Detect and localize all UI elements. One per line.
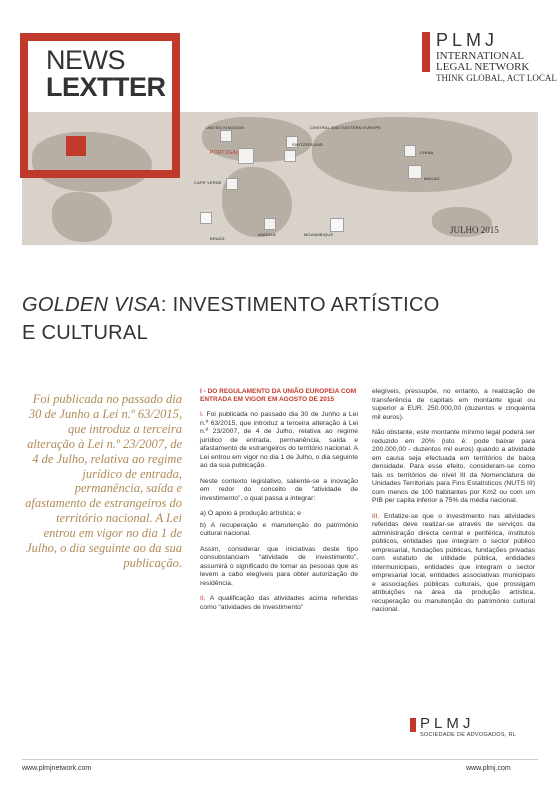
section-number: II. [200,595,206,602]
list-item: b) A recuperação e manutenção do património cultural nacional. [200,521,358,537]
title-line1 [22,291,538,319]
network-link[interactable]: www.plmjnetwork.com [22,765,92,772]
article-column-2 [372,388,535,622]
plmj-brand: PLMJ [436,30,499,50]
newsletter-title [46,47,166,101]
map-marker-uk [220,130,232,142]
map-marker-brazil [200,212,212,224]
map-label-brazil: BRAZIL [210,236,226,241]
network-line2: LEGAL NETWORK [436,61,530,73]
paragraph: Não obstante, este montante mínimo legal poderá ser reduzido em 20% (isto é: pode baixar para 200.000,00 - duzentos mil euros) quando a atividade em causa seja efectuada em territórios de baixa densidade. Para esse efeito, consideram-se como tais os territórios de nível III da Nomenclatura de Unidades Territoriais para Fins Estatísticos (NUTS III) com menos de 100 habitantes por Km2 ou com um PIB per capita inferior a 75% da média nacional. [372,429,535,504]
map-label-uk: UNITED KINGDOM [206,125,244,130]
portugal-highlight [66,136,86,156]
paragraph: Assim, considerar que iniciativas deste tipo consubstanciam “atividade de investimento”, assumirá o significado de tomar as pessoas que as levem a cabo elegíveis para obter autorização de residência. [200,545,358,587]
section-number: III. [372,512,380,520]
list-item: a) O apoio à produção artística; e [200,510,301,517]
plmj-logo-mark [422,32,430,72]
map-label-mozambique: MOZAMBIQUE [304,232,334,237]
map-marker-cape-verde [226,178,238,190]
newsletter-title-line2: LEXTTER [46,72,166,102]
paragraph: Neste contexto legislativo, saliente-se a inovação em redor do conceito de “atividade de investimento”, o qual passa a integrar: [200,477,358,502]
intro-summary: Foi publicada no passado dia 30 de Junho a Lei n.º 63/2015, que introduz a terceira alteração à Lei n.º 23/2007, de 4 de Julho, relativa ao regime jurídico de entrada, permanência, saída e afastamento de estrangeiros do território nacional. A Lei entrou em vigor no dia 1 de Julho, o dia seguinte ao da sua publicação. [25,392,182,570]
article-title [22,291,538,347]
section-number: I. [200,411,204,418]
paragraph [372,513,535,615]
paragraph [200,595,358,612]
map-label-cape-verde: CAPE VERDE [194,180,222,185]
map-landmass [52,192,112,242]
plmj-logo-header [424,30,557,84]
title-line2: E CULTURAL [22,322,148,344]
plmj-logo-footer [420,715,516,738]
activity-list [200,510,358,539]
title-italic: GOLDEN VISA [22,294,161,316]
website-link[interactable]: www.plmj.com [466,765,511,772]
map-marker-china [404,145,416,157]
map-marker-mozambique [330,218,344,232]
map-label-cee: CENTRAL AND EASTERN EUROPE [310,125,382,130]
map-marker-portugal [238,148,254,164]
article-column-1 [200,388,358,619]
section-heading: I - DO REGULAMENTO DA UNIÃO EUROPEIA COM ENTRADA EM VIGOR EM AGOSTO DE 2015 [200,388,357,403]
paragraph [200,411,358,471]
network-line1: INTERNATIONAL [436,50,524,62]
map-label-switzerland: SWITZERLAND [292,142,323,147]
map-marker-switzerland [284,150,296,162]
map-label-macao: MACAO [424,176,440,181]
map-label-portugal: PORTUGAL [210,150,240,156]
footer-divider [22,759,538,760]
paragraph-text: A qualificação das atividades acima referidas como “atividades de investimento” [200,595,358,611]
map-marker-angola [264,218,276,230]
paragraph-text: Foi publicada no passado dia 30 de Junho a Lei n.º 63/2015, que introduz a terceira alteração à Lei n.º 23/2007, de 4 de Julho, relativa ao regime jurídico de entrada, permanência, saída e afastamento de estrangeiros do território nacional. A Lei entrou em vigor no dia 1 de Julho, o dia seguinte ao da sua publicação. [200,411,358,469]
map-label-angola: ANGOLA [258,232,276,237]
plmj-logo-mark [410,718,416,732]
map-marker-macao [408,165,422,179]
paragraph: elegíveis, pressupõe, no entanto, a realização de transferência de capitais em montante igual ou superior a EUR. 250.000,00 (duzentos e cinquenta mil euros). [372,388,535,421]
tagline: THINK GLOBAL, ACT LOCAL [436,73,557,83]
firm-name: SOCIEDADE DE ADVOGADOS, RL [420,732,517,738]
map-label-china: CHINA [420,150,434,155]
paragraph-text: Enfatize-se que o investimento nas atividades referidas deve realizar-se através de serviços da administração directa central e periférica, institutos públicos, entidades que integram o sector público empresarial, fundações públicas, fundações privadas com estatuto de utilidade pública, entidades intermunicipais, entidades que integram o sector empresarial local, entidades associativas municipais e associações públicas culturais, que prossigam atribuições na área da produção artística, recuperação ou manutenção do património cultural nacional. [372,512,535,613]
title-rest: : INVESTIMENTO ARTÍSTICO [160,294,440,316]
issue-date: JULHO 2015 [450,225,499,235]
footer-brand: PLMJ [420,715,475,732]
newsletter-title-line1: NEWS [46,45,125,75]
